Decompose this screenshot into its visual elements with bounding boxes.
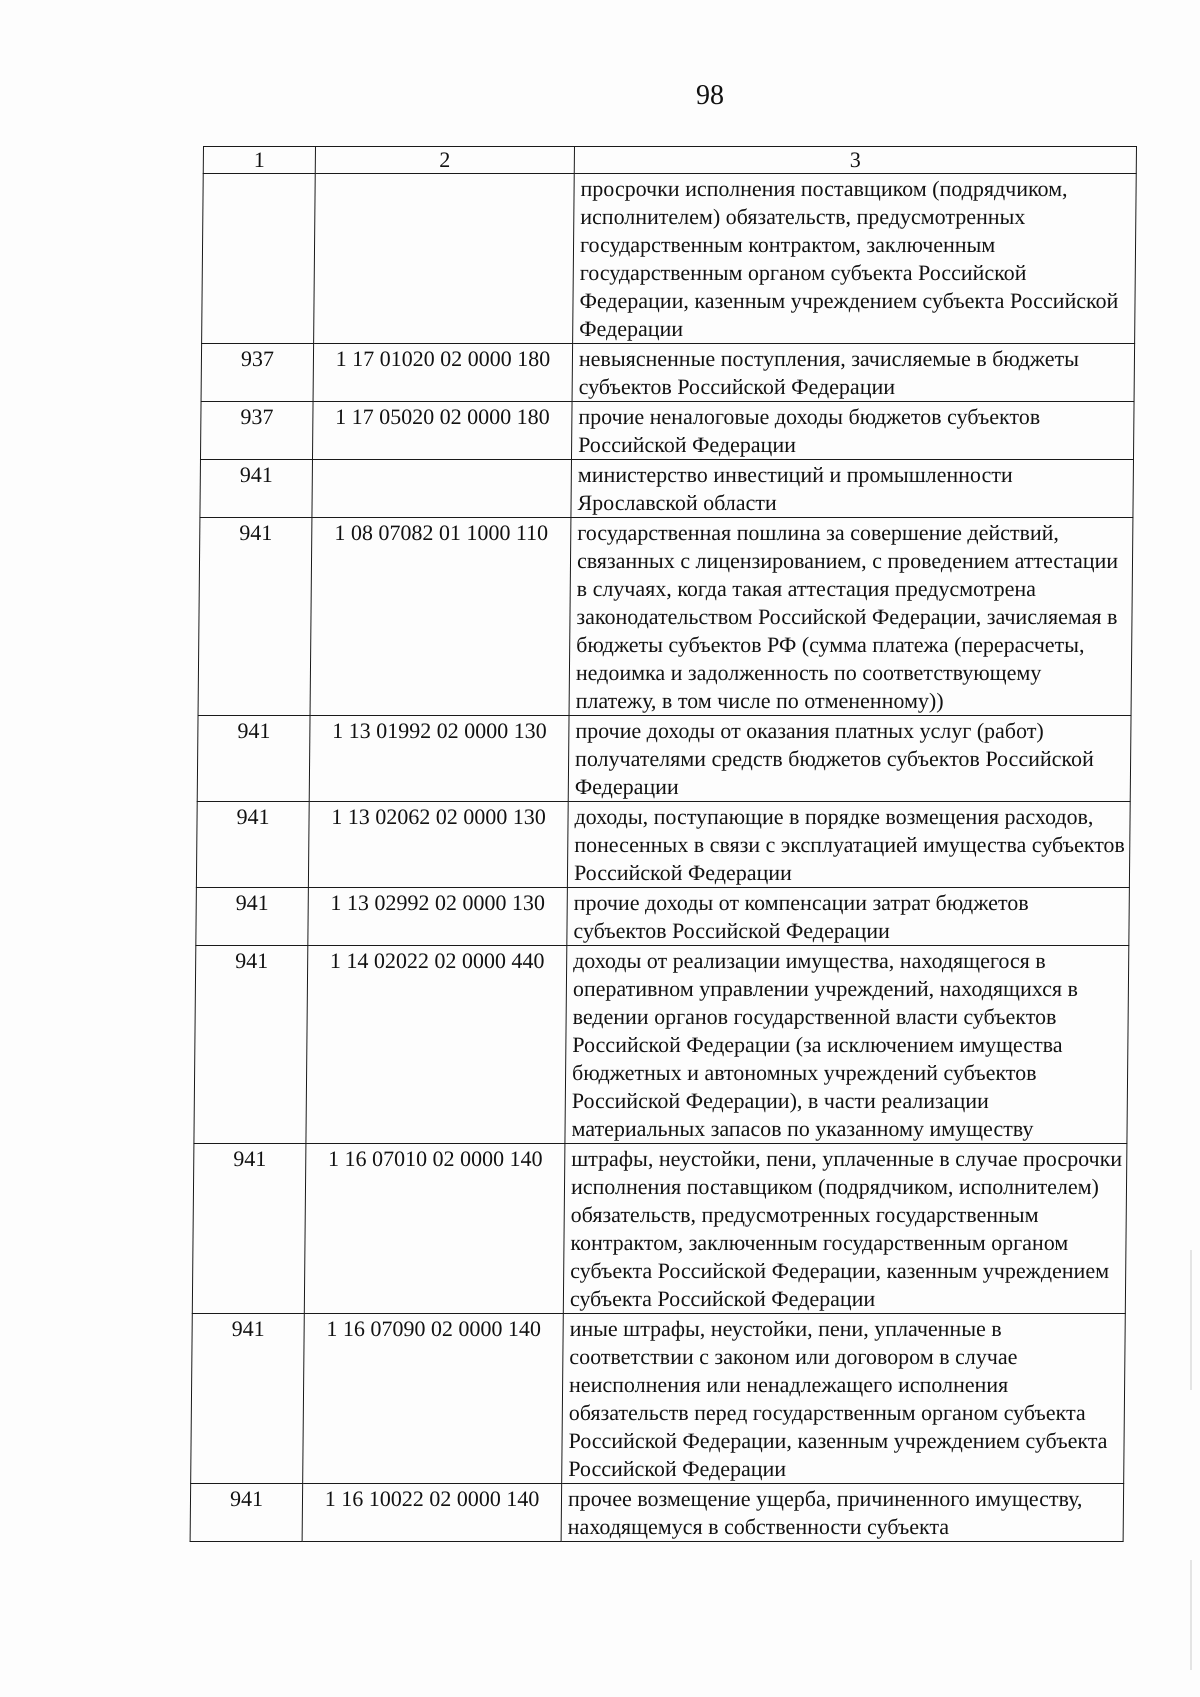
budget-code-cell: 1 13 01992 02 0000 130	[309, 716, 569, 802]
description-cell: штрафы, неустойки, пени, уплаченные в случае просрочки исполнения поставщиком (подрядчиком, исполнителем) обязательств, предусмотренных государственным контрактом, заключенным государственным органом субъекта Российской Федерации, казенным учреждением субъекта Российской Федерации	[563, 1144, 1127, 1314]
description-cell: иные штрафы, неустойки, пени, уплаченные в соответствии с законом или договором в случае неисполнения или ненадлежащего исполнения обязательств перед государственным органом субъекта Российской Федерации, казенным учреждением субъекта Российской Федерации	[562, 1314, 1126, 1484]
budget-code-cell: 1 14 02022 02 0000 440	[306, 946, 567, 1144]
admin-code-cell: 941	[196, 888, 309, 946]
header-row	[203, 147, 1136, 174]
description-cell: министерство инвестиций и промышленности Ярославской области	[571, 460, 1134, 518]
table-header	[203, 147, 1136, 174]
header-col-2: 2	[315, 147, 574, 174]
admin-code-cell: 941	[197, 716, 310, 802]
admin-code-cell: 941	[190, 1484, 303, 1542]
budget-code-cell: 1 16 07010 02 0000 140	[304, 1144, 565, 1314]
budget-code-cell: 1 17 01020 02 0000 180	[313, 344, 573, 402]
table-row	[191, 1314, 1126, 1484]
table-row	[190, 1484, 1124, 1542]
header-col-3: 3	[574, 147, 1136, 174]
budget-code-cell	[312, 460, 572, 518]
description-cell: прочие доходы от оказания платных услуг (работ) получателями средств бюджетов субъектов Российской Федерации	[568, 716, 1131, 802]
table-row	[197, 716, 1131, 802]
description-cell: невыясненные поступления, зачисляемые в бюджеты субъектов Российской Федерации	[572, 344, 1135, 402]
table-row	[196, 888, 1130, 946]
revenue-codes-table	[190, 146, 1137, 1542]
budget-code-cell: 1 17 05020 02 0000 180	[312, 402, 572, 460]
budget-code-cell	[314, 174, 575, 344]
admin-code-cell: 941	[191, 1314, 305, 1484]
scan-artifact	[1190, 1560, 1192, 1670]
description-cell: просрочки исполнения поставщиком (подрядчиком, исполнителем) обязательств, предусмотренных государственным контрактом, заключенным государственным органом субъекта Российской Федерации, казенным учреждением субъекта Российской Федерации	[573, 174, 1137, 344]
admin-code-cell: 941	[198, 518, 312, 716]
admin-code-cell: 941	[192, 1144, 306, 1314]
table-row	[196, 802, 1130, 888]
table-row	[202, 174, 1137, 344]
budget-code-cell: 1 13 02062 02 0000 130	[308, 802, 568, 888]
admin-code-cell: 941	[200, 460, 313, 518]
table-body	[190, 174, 1136, 1542]
budget-code-cell: 1 16 07090 02 0000 140	[303, 1314, 564, 1484]
table-row	[201, 344, 1135, 402]
page-number: 98	[696, 80, 724, 111]
table-row	[200, 460, 1134, 518]
budget-code-cell: 1 13 02992 02 0000 130	[308, 888, 568, 946]
table-row	[192, 1144, 1127, 1314]
description-cell: доходы, поступающие в порядке возмещения расходов, понесенных в связи с эксплуатацией имущества субъектов Российской Федерации	[567, 802, 1130, 888]
admin-code-cell	[202, 174, 316, 344]
description-cell: прочие неналоговые доходы бюджетов субъектов Российской Федерации	[571, 402, 1134, 460]
admin-code-cell: 937	[201, 344, 314, 402]
description-cell: прочее возмещение ущерба, причиненного имуществу, находящемуся в собственности субъекта	[561, 1484, 1124, 1542]
admin-code-cell: 941	[194, 946, 308, 1144]
budget-code-cell: 1 16 10022 02 0000 140	[302, 1484, 562, 1542]
budget-code-cell: 1 08 07082 01 1000 110	[310, 518, 571, 716]
description-cell: прочие доходы от компенсации затрат бюджетов субъектов Российской Федерации	[567, 888, 1130, 946]
admin-code-cell: 937	[200, 402, 313, 460]
description-cell: государственная пошлина за совершение действий, связанных с лицензированием, с проведением аттестации в случаях, когда такая аттестация предусмотрена законодательством Российской Федерации, зачисляемая в бюджеты субъектов РФ (сумма платежа (перерасчеты, недоимка и задолженность по соответствующему платежу, в том числе по отмененному))	[569, 518, 1133, 716]
table-row	[194, 946, 1129, 1144]
header-col-1: 1	[203, 147, 315, 174]
admin-code-cell: 941	[196, 802, 309, 888]
scan-artifact	[1190, 1250, 1192, 1390]
description-cell: доходы от реализации имущества, находящегося в оперативном управлении учреждений, находящихся в ведении органов государственной власти субъектов Российской Федерации (за исключением имущества бюджетных и автономных учреждений субъектов Российской Федерации), в части реализации материальных запасов по указанному имуществу	[565, 946, 1129, 1144]
table-row	[198, 518, 1133, 716]
table-row	[200, 402, 1134, 460]
